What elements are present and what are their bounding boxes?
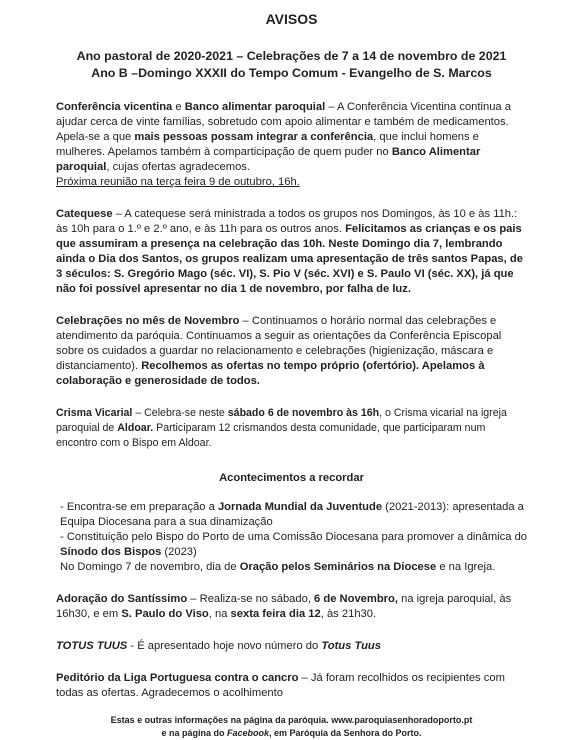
event-item-emphasis: Sínodo dos Bispos <box>60 546 162 558</box>
crisma-label: Crisma Vicarial <box>56 407 133 419</box>
events-list <box>56 500 527 575</box>
adoracao-label: Adoração do Santíssimo <box>56 593 188 605</box>
event-item-text: No Domingo 7 de novembro, dia de <box>60 561 240 573</box>
catequese-text: – A catequese será ministrada a todos os grupos nos Domingos, às 10 e às 11h.: às 10h para o 1.º e 2.º ano, e às 11h para os outros anos. <box>56 208 518 235</box>
facebook-label: Facebook <box>226 728 269 738</box>
page-title: AVISOS <box>265 11 318 27</box>
celebracoes-label: Celebrações no mês de Novembro <box>56 315 240 327</box>
footer-line-1 <box>56 714 527 727</box>
celebracoes-emphasis: Recolhemos as ofertas no tempo próprio (ofertório). Apelamos à colaboração e generosidade de todos. <box>56 360 485 387</box>
totus-title: Totus Tuus <box>321 640 381 652</box>
event-item-jmj <box>60 500 527 530</box>
notice-crisma <box>56 406 527 451</box>
event-item-sinodo <box>60 530 527 560</box>
adoracao-text-4: , às 21h30. <box>320 608 377 620</box>
event-item-emphasis: Jornada Mundial da Juventude <box>217 501 383 513</box>
crisma-text-3: Participaram 12 crismandos desta comunidade, que participaram num encontro com o Bispo em Aldoar. <box>56 422 486 449</box>
subtitle-line-2: Ano B –Domingo XXXII do Tempo Comum - Evangelho de S. Marcos <box>91 66 492 80</box>
conferencia-text-1: e <box>172 101 185 113</box>
adoracao-text-3: , na <box>208 608 231 620</box>
next-meeting-note: Próxima reunião na terça feira 9 de outubro, 16h. <box>56 176 300 188</box>
catequese-emphasis: Felicitamos as crianças e os pais que assumiram a presença na celebração das 10h. Neste Domingo dia 7, lembrando ainda o Dia dos Santos, os grupos realizam uma apresentação de três santos Papas, de 3 séculos: S. Gregório Mago (séc. VI), S. Pio V (séc. XVI) e S. Paulo VI (séc. XX), já que não foi possível apresentar no dia 1 de novembro, por falha de luz. <box>56 223 523 295</box>
banco-alimentar-emphasis: Banco Alimentar paroquial <box>56 146 481 173</box>
totus-label: TOTUS TUUS <box>56 640 128 652</box>
totus-text: - É apresentado hoje novo número do <box>127 640 322 652</box>
footer-text: e na página do <box>161 728 227 738</box>
notice-adoracao <box>56 592 527 622</box>
adoracao-date: 6 de Novembro, <box>314 593 398 605</box>
notice-catequese <box>56 207 527 297</box>
adoracao-day: sexta feira dia 12 <box>230 608 321 620</box>
adoracao-text-1: – Realiza-se no sábado, <box>187 593 315 605</box>
celebracoes-text: – Continuamos o horário normal das celebrações e atendimento da paróquia. Continuamos a seguir as orientações da Conferência Episcopal sobre os cuidados a guardar no relacionamento e celebrações (higienização, máscara e distanciamento). <box>56 315 502 372</box>
footer-text: , em Paróquia da Senhora do Porto. <box>269 728 422 738</box>
peditorio-label: Peditório da Liga Portuguesa contra o cancro <box>56 672 299 684</box>
adoracao-text-2: na igreja paroquial, às 16h30, e em <box>56 593 512 620</box>
conferencia-label: Conferência vicentina <box>56 101 173 113</box>
peditorio-text: – Já foram recolhidos os recipientes com todas as ofertas. Agradecemos o acolhimento <box>56 672 505 699</box>
conferencia-text-4: , cujas ofertas agradecemos. <box>106 161 251 173</box>
crisma-text-1: – Celebra-se neste <box>132 407 228 419</box>
crisma-text-2: , o Crisma vicarial na igreja paroquial de <box>56 407 507 434</box>
conferencia-text-3: , que inclui homens e mulheres. Apelamos também à comparticipação de quem puder no <box>56 131 479 158</box>
footer-text: Estas e outras informações na página da paróquia. <box>110 715 332 725</box>
crisma-date: sábado 6 de novembro às 16h <box>227 407 380 419</box>
event-item-text: - Encontra-se em preparação a <box>60 501 218 513</box>
parish-website-link[interactable]: www.paroquiasenhoradoporto.pt <box>331 715 473 725</box>
event-item-text: - Constituição pelo Bispo do Porto de uma Comissão Diocesana para promover a dinâmica do <box>60 531 528 543</box>
notice-celebracoes <box>56 314 527 389</box>
banco-alimentar-label: Banco alimentar paroquial <box>184 101 326 113</box>
event-item-seminarios <box>60 560 527 575</box>
subtitle-line-1: Ano pastoral de 2020-2021 – Celebrações de 7 a 14 de novembro de 2021 <box>76 49 507 63</box>
catequese-label: Catequese <box>56 208 113 220</box>
notice-peditorio <box>56 671 527 701</box>
event-item-text: (2023) <box>161 546 197 558</box>
page-footer <box>56 714 527 740</box>
conferencia-emphasis: mais pessoas possam integrar a conferência <box>134 131 374 143</box>
page-subtitle <box>56 48 527 82</box>
event-item-emphasis: Oração pelos Seminários na Diocese <box>239 561 437 573</box>
conferencia-text-2: – A Conferência Vicentina continua a ajudar cerca de vinte famílias, sobretudo com apoio alimentar e também de medicamentos. Apela-se a que <box>56 101 511 143</box>
notice-totus-tuus <box>56 639 527 654</box>
events-heading: Acontecimentos a recordar <box>219 472 364 484</box>
event-item-text: e na Igreja. <box>436 561 496 573</box>
notice-conferencia <box>56 100 527 190</box>
event-item-text: (2021-2013): apresentada a Equipa Diocesana para a sua dinamização <box>60 501 524 528</box>
crisma-place: Aldoar. <box>117 422 154 434</box>
footer-line-2 <box>56 727 527 740</box>
adoracao-place: S. Paulo do Viso <box>121 608 209 620</box>
